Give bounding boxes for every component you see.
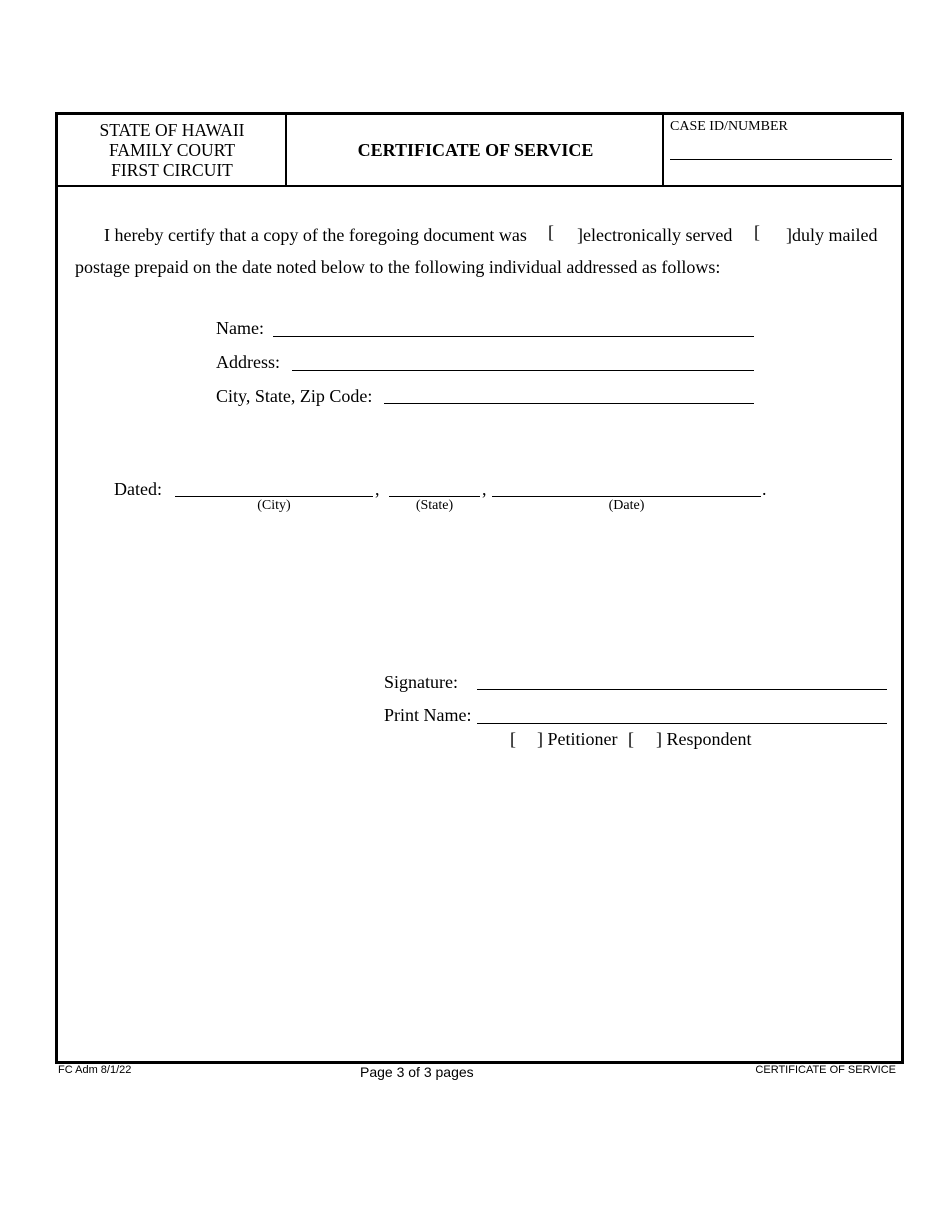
electronic-bracket-open: [ — [548, 222, 554, 242]
city-caption: (City) — [257, 498, 291, 513]
footer-document-name: CERTIFICATE OF SERVICE — [755, 1064, 896, 1076]
state-caption: (State) — [415, 498, 454, 513]
respondent-label: ] Respondent — [656, 729, 752, 749]
document-title: CERTIFICATE OF SERVICE — [357, 140, 594, 160]
form-id: FC Adm 8/1/22 — [58, 1064, 132, 1076]
mailed-service-label: ]duly mailed — [786, 225, 878, 245]
city-state-zip-field[interactable] — [384, 403, 754, 404]
petitioner-checkbox[interactable] — [510, 729, 540, 753]
date-caption: (Date) — [608, 498, 645, 513]
court-line-state: STATE OF HAWAII — [99, 120, 245, 140]
court-line-circuit: FIRST CIRCUIT — [111, 160, 233, 180]
dated-city-field[interactable] — [175, 496, 373, 497]
certification-line-2: postage prepaid on the date noted below to the following individual addressed as follows: — [75, 257, 721, 277]
city-state-zip-label: City, State, Zip Code: — [216, 386, 373, 406]
dated-comma-2: , — [482, 479, 487, 499]
respondent-checkbox[interactable] — [628, 729, 658, 753]
name-label: Name: — [216, 318, 264, 338]
court-name-block — [58, 120, 286, 180]
page-number: Page 3 of 3 pages — [360, 1064, 474, 1080]
dated-comma-1: , — [375, 479, 380, 499]
court-line-court: FAMILY COURT — [108, 140, 236, 160]
dated-state-field[interactable] — [389, 496, 480, 497]
dated-label: Dated: — [114, 479, 162, 499]
case-number-field[interactable] — [670, 159, 892, 160]
dated-date-field[interactable] — [492, 496, 761, 497]
print-name-field[interactable] — [477, 723, 887, 724]
petitioner-label: ] Petitioner — [537, 729, 618, 749]
name-field[interactable] — [273, 336, 754, 337]
respondent-bracket-open: [ — [628, 729, 634, 749]
address-field[interactable] — [292, 370, 754, 371]
address-label: Address: — [216, 352, 280, 372]
petitioner-bracket-open: [ — [510, 729, 516, 749]
case-number-label: CASE ID/NUMBER — [670, 119, 788, 134]
electronic-service-label: ]electronically served — [577, 225, 733, 245]
print-name-label: Print Name: — [384, 705, 472, 725]
form-frame — [55, 112, 904, 1064]
header-divider — [55, 185, 904, 187]
dated-period: . — [762, 479, 767, 499]
certification-intro: I hereby certify that a copy of the foregoing document was — [104, 225, 527, 245]
mailed-bracket-open: [ — [754, 222, 760, 242]
signature-label: Signature: — [384, 672, 458, 692]
signature-field[interactable] — [477, 689, 887, 690]
